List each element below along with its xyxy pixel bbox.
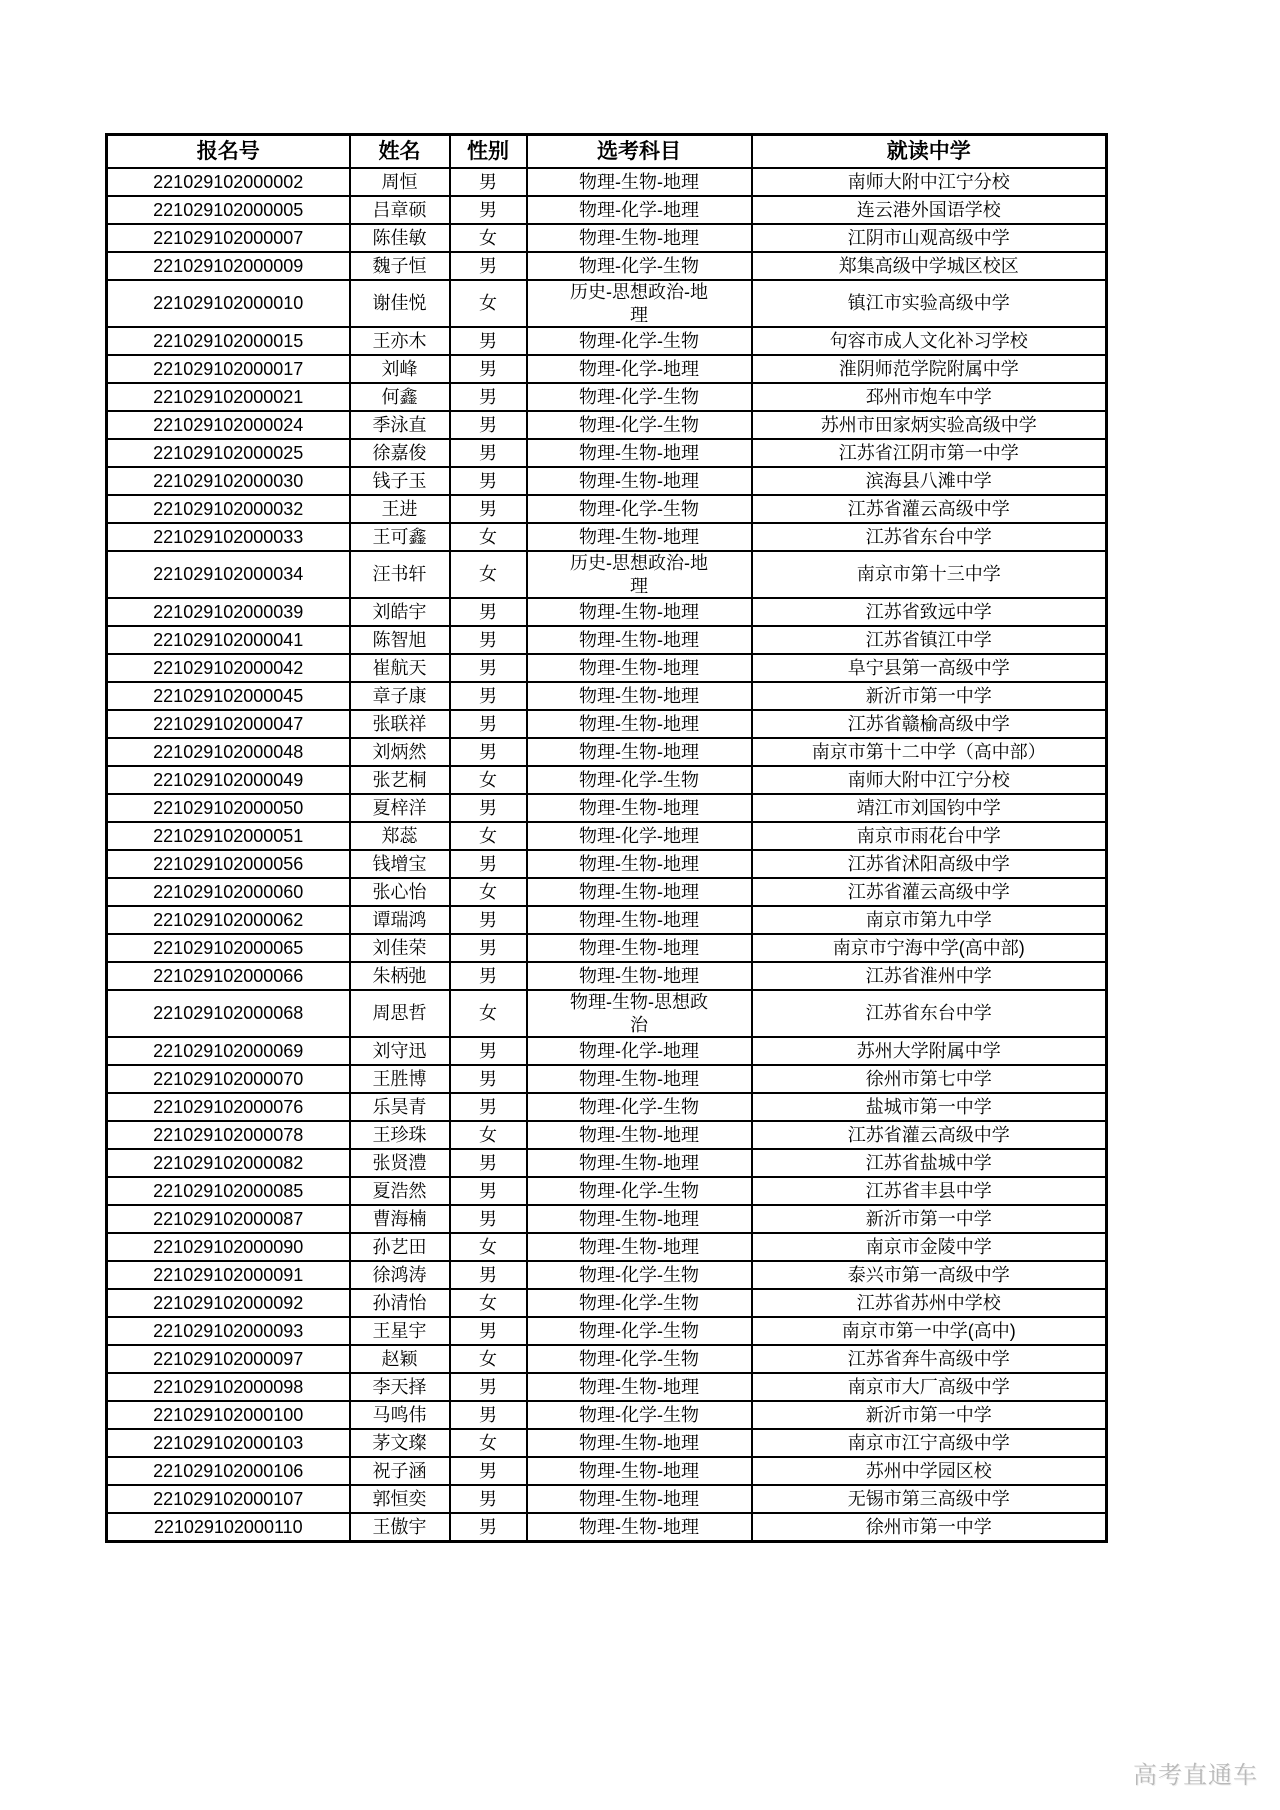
registration-number-cell: 221029102000034	[107, 551, 350, 598]
name-cell: 夏梓洋	[350, 794, 450, 822]
name-cell: 孙清怡	[350, 1289, 450, 1317]
gender-cell: 男	[450, 682, 527, 710]
subjects-cell: 物理-生物-地理	[527, 1065, 752, 1093]
gender-cell: 女	[450, 878, 527, 906]
subjects-cell: 物理-化学-生物	[527, 383, 752, 411]
school-cell: 江苏省灌云高级中学	[752, 878, 1107, 906]
gender-cell: 男	[450, 1457, 527, 1485]
gender-cell: 女	[450, 1121, 527, 1149]
school-cell: 江苏省致远中学	[752, 598, 1107, 626]
subjects-cell: 物理-化学-生物	[527, 252, 752, 280]
gender-cell: 男	[450, 598, 527, 626]
gender-cell: 男	[450, 1093, 527, 1121]
name-cell: 郑蕊	[350, 822, 450, 850]
registration-number-cell: 221029102000042	[107, 654, 350, 682]
name-cell: 王进	[350, 495, 450, 523]
school-cell: 江阴市山观高级中学	[752, 224, 1107, 252]
table-row	[107, 467, 1107, 495]
table-row	[107, 551, 1107, 598]
school-cell: 泰兴市第一高级中学	[752, 1261, 1107, 1289]
registration-number-cell: 221029102000060	[107, 878, 350, 906]
gender-cell: 男	[450, 196, 527, 224]
name-cell: 马鸣伟	[350, 1401, 450, 1429]
gender-cell: 男	[450, 439, 527, 467]
table-row	[107, 1121, 1107, 1149]
subjects-cell: 物理-化学-生物	[527, 411, 752, 439]
subjects-cell: 物理-生物-地理	[527, 224, 752, 252]
gender-cell: 男	[450, 1065, 527, 1093]
table-row	[107, 168, 1107, 196]
school-cell: 新沂市第一中学	[752, 682, 1107, 710]
gender-cell: 男	[450, 1401, 527, 1429]
registration-number-cell: 221029102000062	[107, 906, 350, 934]
registration-number-cell: 221029102000041	[107, 626, 350, 654]
subjects-cell: 物理-化学-生物	[527, 1289, 752, 1317]
registration-number-cell: 221029102000047	[107, 710, 350, 738]
name-cell: 谭瑞鸿	[350, 906, 450, 934]
subjects-cell: 历史-思想政治-地理	[527, 280, 752, 327]
school-cell: 南京市第十二中学（高中部）	[752, 738, 1107, 766]
gender-cell: 女	[450, 1429, 527, 1457]
table-row	[107, 654, 1107, 682]
table-body	[107, 168, 1107, 1542]
table-row	[107, 495, 1107, 523]
subjects-cell: 物理-生物-地理	[527, 626, 752, 654]
school-cell: 阜宁县第一高级中学	[752, 654, 1107, 682]
registration-number-cell: 221029102000098	[107, 1373, 350, 1401]
name-cell: 王星宇	[350, 1317, 450, 1345]
subjects-cell: 物理-生物-地理	[527, 878, 752, 906]
subjects-cell: 物理-化学-生物	[527, 327, 752, 355]
table-row	[107, 934, 1107, 962]
gender-cell: 男	[450, 327, 527, 355]
table-row	[107, 710, 1107, 738]
column-header-name: 姓名	[350, 135, 450, 169]
name-cell: 刘佳荣	[350, 934, 450, 962]
school-cell: 南京市金陵中学	[752, 1233, 1107, 1261]
table-row	[107, 850, 1107, 878]
subjects-cell: 物理-化学-生物	[527, 1093, 752, 1121]
registration-number-cell: 221029102000017	[107, 355, 350, 383]
name-cell: 章子康	[350, 682, 450, 710]
student-roster-table-container	[105, 133, 1105, 1543]
school-cell: 徐州市第七中学	[752, 1065, 1107, 1093]
school-cell: 南师大附中江宁分校	[752, 168, 1107, 196]
registration-number-cell: 221029102000091	[107, 1261, 350, 1289]
registration-number-cell: 221029102000007	[107, 224, 350, 252]
gender-cell: 男	[450, 1037, 527, 1065]
registration-number-cell: 221029102000065	[107, 934, 350, 962]
name-cell: 王亦木	[350, 327, 450, 355]
gender-cell: 男	[450, 1149, 527, 1177]
registration-number-cell: 221029102000005	[107, 196, 350, 224]
gender-cell: 男	[450, 1177, 527, 1205]
name-cell: 汪书轩	[350, 551, 450, 598]
school-cell: 句容市成人文化补习学校	[752, 327, 1107, 355]
school-cell: 新沂市第一中学	[752, 1205, 1107, 1233]
name-cell: 陈智旭	[350, 626, 450, 654]
table-row	[107, 1065, 1107, 1093]
subjects-cell: 物理-生物-地理	[527, 1121, 752, 1149]
gender-cell: 男	[450, 1513, 527, 1542]
registration-number-cell: 221029102000078	[107, 1121, 350, 1149]
subjects-cell: 物理-生物-地理	[527, 794, 752, 822]
subjects-cell: 物理-生物-地理	[527, 682, 752, 710]
name-cell: 王傲宇	[350, 1513, 450, 1542]
name-cell: 朱柄弛	[350, 962, 450, 990]
gender-cell: 男	[450, 383, 527, 411]
table-row	[107, 878, 1107, 906]
table-row	[107, 626, 1107, 654]
gender-cell: 男	[450, 1485, 527, 1513]
school-cell: 南京市第一中学(高中)	[752, 1317, 1107, 1345]
gender-cell: 男	[450, 962, 527, 990]
registration-number-cell: 221029102000010	[107, 280, 350, 327]
subjects-cell: 物理-化学-生物	[527, 1401, 752, 1429]
registration-number-cell: 221029102000100	[107, 1401, 350, 1429]
school-cell: 南京市第九中学	[752, 906, 1107, 934]
table-header-row	[107, 135, 1107, 169]
table-row	[107, 906, 1107, 934]
name-cell: 张贤澧	[350, 1149, 450, 1177]
school-cell: 江苏省东台中学	[752, 990, 1107, 1037]
name-cell: 周思哲	[350, 990, 450, 1037]
name-cell: 谢佳悦	[350, 280, 450, 327]
school-cell: 徐州市第一中学	[752, 1513, 1107, 1542]
subjects-cell: 物理-生物-地理	[527, 523, 752, 551]
name-cell: 王胜博	[350, 1065, 450, 1093]
name-cell: 崔航天	[350, 654, 450, 682]
school-cell: 南京市江宁高级中学	[752, 1429, 1107, 1457]
registration-number-cell: 221029102000107	[107, 1485, 350, 1513]
school-cell: 江苏省沭阳高级中学	[752, 850, 1107, 878]
school-cell: 江苏省奔牛高级中学	[752, 1345, 1107, 1373]
gender-cell: 男	[450, 710, 527, 738]
school-cell: 苏州大学附属中学	[752, 1037, 1107, 1065]
school-cell: 江苏省赣榆高级中学	[752, 710, 1107, 738]
subjects-cell: 物理-生物-地理	[527, 934, 752, 962]
table-row	[107, 766, 1107, 794]
gender-cell: 女	[450, 766, 527, 794]
subjects-cell: 物理-生物-地理	[527, 1373, 752, 1401]
table-row	[107, 1261, 1107, 1289]
table-row	[107, 355, 1107, 383]
name-cell: 钱增宝	[350, 850, 450, 878]
table-row	[107, 224, 1107, 252]
gender-cell: 女	[450, 551, 527, 598]
gender-cell: 男	[450, 467, 527, 495]
school-cell: 新沂市第一中学	[752, 1401, 1107, 1429]
name-cell: 张艺桐	[350, 766, 450, 794]
registration-number-cell: 221029102000032	[107, 495, 350, 523]
table-row	[107, 411, 1107, 439]
subjects-cell: 物理-化学-地理	[527, 1037, 752, 1065]
registration-number-cell: 221029102000070	[107, 1065, 350, 1093]
registration-number-cell: 221029102000021	[107, 383, 350, 411]
gender-cell: 女	[450, 1289, 527, 1317]
gender-cell: 男	[450, 738, 527, 766]
table-row	[107, 523, 1107, 551]
registration-number-cell: 221029102000069	[107, 1037, 350, 1065]
subjects-cell: 物理-生物-地理	[527, 906, 752, 934]
school-cell: 盐城市第一中学	[752, 1093, 1107, 1121]
name-cell: 周恒	[350, 168, 450, 196]
school-cell: 南师大附中江宁分校	[752, 766, 1107, 794]
subjects-cell: 物理-生物-地理	[527, 1149, 752, 1177]
table-row	[107, 990, 1107, 1037]
table-row	[107, 1345, 1107, 1373]
registration-number-cell: 221029102000048	[107, 738, 350, 766]
subjects-cell: 物理-生物-地理	[527, 654, 752, 682]
table-row	[107, 1149, 1107, 1177]
column-header-school: 就读中学	[752, 135, 1107, 169]
gender-cell: 男	[450, 1261, 527, 1289]
registration-number-cell: 221029102000024	[107, 411, 350, 439]
registration-number-cell: 221029102000066	[107, 962, 350, 990]
subjects-cell: 物理-生物-地理	[527, 1485, 752, 1513]
subjects-cell: 物理-生物-地理	[527, 1205, 752, 1233]
gender-cell: 男	[450, 355, 527, 383]
school-cell: 江苏省灌云高级中学	[752, 1121, 1107, 1149]
school-cell: 镇江市实验高级中学	[752, 280, 1107, 327]
name-cell: 张联祥	[350, 710, 450, 738]
table-row	[107, 1037, 1107, 1065]
registration-number-cell: 221029102000087	[107, 1205, 350, 1233]
table-row	[107, 1373, 1107, 1401]
table-row	[107, 1513, 1107, 1542]
name-cell: 曹海楠	[350, 1205, 450, 1233]
name-cell: 王可鑫	[350, 523, 450, 551]
table-row	[107, 1457, 1107, 1485]
gender-cell: 女	[450, 1233, 527, 1261]
table-row	[107, 439, 1107, 467]
watermark-text: 高考直通车	[1133, 1762, 1258, 1789]
subjects-cell: 物理-生物-地理	[527, 598, 752, 626]
gender-cell: 男	[450, 794, 527, 822]
subjects-cell: 物理-化学-地理	[527, 196, 752, 224]
school-cell: 南京市第十三中学	[752, 551, 1107, 598]
subjects-cell: 物理-化学-生物	[527, 1177, 752, 1205]
school-cell: 南京市雨花台中学	[752, 822, 1107, 850]
subjects-cell: 物理-生物-地理	[527, 962, 752, 990]
school-cell: 江苏省镇江中学	[752, 626, 1107, 654]
school-cell: 滨海县八滩中学	[752, 467, 1107, 495]
gender-cell: 女	[450, 822, 527, 850]
registration-number-cell: 221029102000097	[107, 1345, 350, 1373]
gender-cell: 男	[450, 1317, 527, 1345]
name-cell: 王珍珠	[350, 1121, 450, 1149]
column-header-gender: 性别	[450, 135, 527, 169]
school-cell: 淮阴师范学院附属中学	[752, 355, 1107, 383]
subjects-cell: 物理-生物-地理	[527, 710, 752, 738]
subjects-cell: 物理-生物-地理	[527, 168, 752, 196]
table-row	[107, 383, 1107, 411]
name-cell: 祝子涵	[350, 1457, 450, 1485]
registration-number-cell: 221029102000090	[107, 1233, 350, 1261]
school-cell: 靖江市刘国钧中学	[752, 794, 1107, 822]
registration-number-cell: 221029102000056	[107, 850, 350, 878]
table-row	[107, 252, 1107, 280]
registration-number-cell: 221029102000051	[107, 822, 350, 850]
table-row	[107, 1401, 1107, 1429]
gender-cell: 男	[450, 495, 527, 523]
name-cell: 徐嘉俊	[350, 439, 450, 467]
table-row	[107, 738, 1107, 766]
registration-number-cell: 221029102000025	[107, 439, 350, 467]
gender-cell: 女	[450, 1345, 527, 1373]
registration-number-cell: 221029102000002	[107, 168, 350, 196]
school-cell: 南京市宁海中学(高中部)	[752, 934, 1107, 962]
subjects-cell: 物理-生物-地理	[527, 439, 752, 467]
name-cell: 魏子恒	[350, 252, 450, 280]
gender-cell: 男	[450, 906, 527, 934]
registration-number-cell: 221029102000049	[107, 766, 350, 794]
gender-cell: 女	[450, 990, 527, 1037]
registration-number-cell: 221029102000009	[107, 252, 350, 280]
name-cell: 何鑫	[350, 383, 450, 411]
gender-cell: 男	[450, 168, 527, 196]
registration-number-cell: 221029102000076	[107, 1093, 350, 1121]
table-row	[107, 1233, 1107, 1261]
registration-number-cell: 221029102000068	[107, 990, 350, 1037]
table-row	[107, 1205, 1107, 1233]
gender-cell: 男	[450, 626, 527, 654]
table-row	[107, 1429, 1107, 1457]
gender-cell: 男	[450, 934, 527, 962]
gender-cell: 男	[450, 1373, 527, 1401]
table-row	[107, 196, 1107, 224]
registration-number-cell: 221029102000039	[107, 598, 350, 626]
registration-number-cell: 221029102000030	[107, 467, 350, 495]
school-cell: 江苏省苏州中学校	[752, 1289, 1107, 1317]
table-row	[107, 1093, 1107, 1121]
registration-number-cell: 221029102000082	[107, 1149, 350, 1177]
name-cell: 乐昊青	[350, 1093, 450, 1121]
table-row	[107, 1317, 1107, 1345]
name-cell: 张心怡	[350, 878, 450, 906]
name-cell: 刘峰	[350, 355, 450, 383]
gender-cell: 女	[450, 224, 527, 252]
table-row	[107, 1485, 1107, 1513]
subjects-cell: 物理-化学-地理	[527, 822, 752, 850]
school-cell: 邳州市炮车中学	[752, 383, 1107, 411]
school-cell: 江苏省江阴市第一中学	[752, 439, 1107, 467]
school-cell: 苏州市田家炳实验高级中学	[752, 411, 1107, 439]
name-cell: 李天择	[350, 1373, 450, 1401]
name-cell: 陈佳敏	[350, 224, 450, 252]
student-roster-table	[105, 133, 1108, 1543]
subjects-cell: 物理-化学-地理	[527, 355, 752, 383]
subjects-cell: 物理-生物-地理	[527, 1429, 752, 1457]
name-cell: 钱子玉	[350, 467, 450, 495]
gender-cell: 女	[450, 280, 527, 327]
registration-number-cell: 221029102000093	[107, 1317, 350, 1345]
gender-cell: 男	[450, 252, 527, 280]
column-header-registration-number: 报名号	[107, 135, 350, 169]
name-cell: 孙艺田	[350, 1233, 450, 1261]
school-cell: 郑集高级中学城区校区	[752, 252, 1107, 280]
column-header-subjects: 选考科目	[527, 135, 752, 169]
school-cell: 江苏省淮州中学	[752, 962, 1107, 990]
name-cell: 刘皓宇	[350, 598, 450, 626]
subjects-cell: 物理-化学-生物	[527, 766, 752, 794]
school-cell: 苏州中学园区校	[752, 1457, 1107, 1485]
school-cell: 江苏省丰县中学	[752, 1177, 1107, 1205]
subjects-cell: 历史-思想政治-地理	[527, 551, 752, 598]
gender-cell: 男	[450, 1205, 527, 1233]
name-cell: 郭恒奕	[350, 1485, 450, 1513]
table-row	[107, 794, 1107, 822]
school-cell: 连云港外国语学校	[752, 196, 1107, 224]
name-cell: 刘炳然	[350, 738, 450, 766]
table-row	[107, 682, 1107, 710]
subjects-cell: 物理-生物-地理	[527, 1457, 752, 1485]
gender-cell: 男	[450, 654, 527, 682]
school-cell: 江苏省灌云高级中学	[752, 495, 1107, 523]
registration-number-cell: 221029102000092	[107, 1289, 350, 1317]
gender-cell: 男	[450, 411, 527, 439]
school-cell: 江苏省盐城中学	[752, 1149, 1107, 1177]
table-row	[107, 962, 1107, 990]
subjects-cell: 物理-化学-生物	[527, 1317, 752, 1345]
registration-number-cell: 221029102000050	[107, 794, 350, 822]
registration-number-cell: 221029102000033	[107, 523, 350, 551]
name-cell: 赵颖	[350, 1345, 450, 1373]
registration-number-cell: 221029102000103	[107, 1429, 350, 1457]
table-row	[107, 1289, 1107, 1317]
subjects-cell: 物理-化学-生物	[527, 1261, 752, 1289]
name-cell: 徐鸿涛	[350, 1261, 450, 1289]
school-cell: 无锡市第三高级中学	[752, 1485, 1107, 1513]
registration-number-cell: 221029102000110	[107, 1513, 350, 1542]
table-row	[107, 598, 1107, 626]
subjects-cell: 物理-生物-地理	[527, 738, 752, 766]
subjects-cell: 物理-生物-思想政治	[527, 990, 752, 1037]
table-row	[107, 822, 1107, 850]
registration-number-cell: 221029102000106	[107, 1457, 350, 1485]
name-cell: 茅文璨	[350, 1429, 450, 1457]
registration-number-cell: 221029102000015	[107, 327, 350, 355]
subjects-cell: 物理-化学-生物	[527, 495, 752, 523]
school-cell: 南京市大厂高级中学	[752, 1373, 1107, 1401]
name-cell: 刘守迅	[350, 1037, 450, 1065]
gender-cell: 男	[450, 850, 527, 878]
subjects-cell: 物理-生物-地理	[527, 467, 752, 495]
gender-cell: 女	[450, 523, 527, 551]
registration-number-cell: 221029102000085	[107, 1177, 350, 1205]
table-row	[107, 1177, 1107, 1205]
name-cell: 吕章硕	[350, 196, 450, 224]
table-row	[107, 327, 1107, 355]
table-row	[107, 280, 1107, 327]
name-cell: 季泳直	[350, 411, 450, 439]
subjects-cell: 物理-生物-地理	[527, 1513, 752, 1542]
subjects-cell: 物理-生物-地理	[527, 850, 752, 878]
subjects-cell: 物理-生物-地理	[527, 1233, 752, 1261]
subjects-cell: 物理-化学-生物	[527, 1345, 752, 1373]
registration-number-cell: 221029102000045	[107, 682, 350, 710]
name-cell: 夏浩然	[350, 1177, 450, 1205]
school-cell: 江苏省东台中学	[752, 523, 1107, 551]
